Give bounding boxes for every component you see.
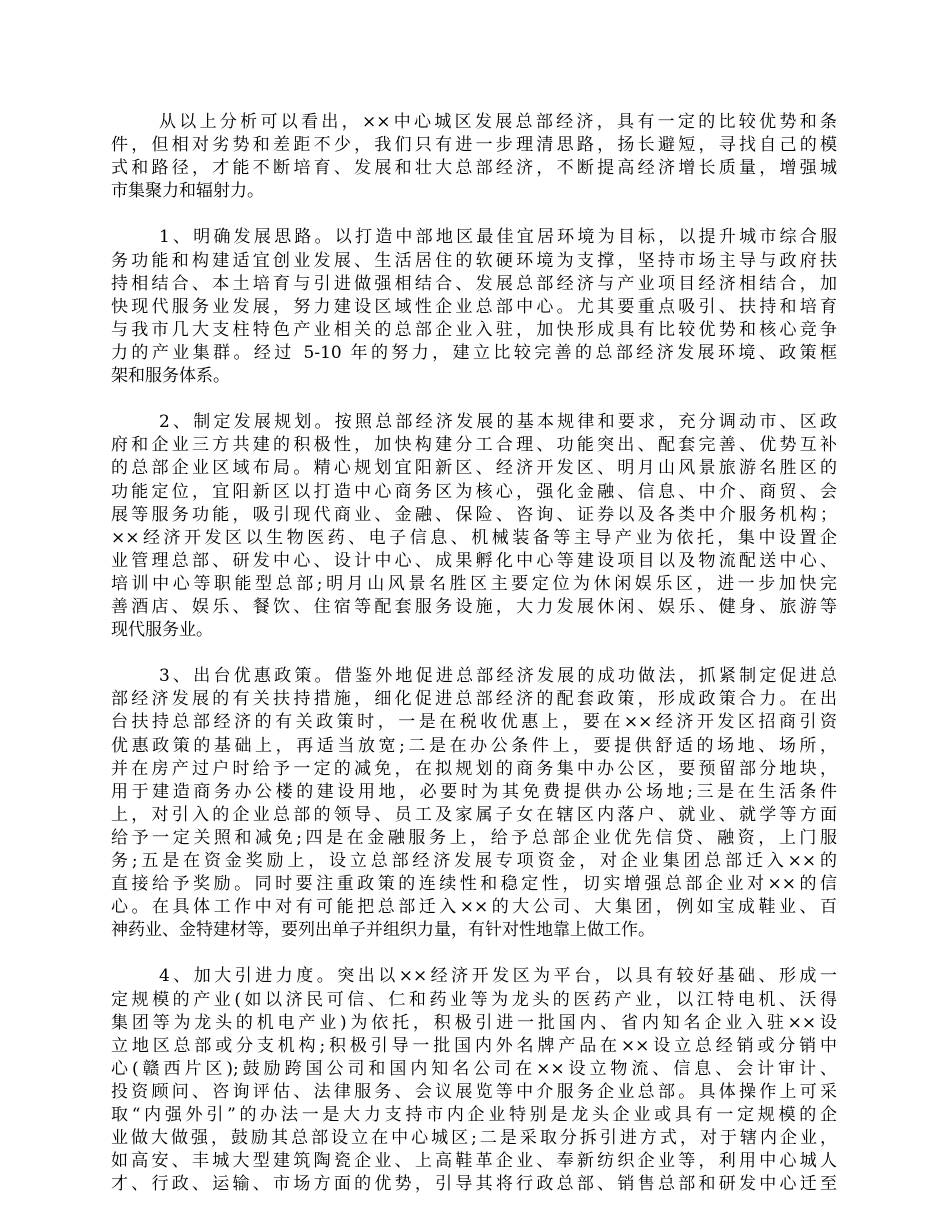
paragraph-gap [111,388,837,411]
paragraph-gap [111,942,837,965]
paragraph-attraction-efforts [111,965,837,1196]
text-line: 2、制定发展规划。按照总部经济发展的基本规律和要求，充分调动市、区政 [159,412,837,433]
text-line: 如高安、丰城大型建筑陶瓷企业、上高鞋革企业、奉新纺织企业等，利用中心城人 [111,1151,837,1172]
text-line: 善酒店、娱乐、餐饮、住宿等配套服务设施，大力发展休闲、娱乐、健身、旅游等 [111,596,837,617]
text-line: 上，对引入的企业总部的领导、员工及家属子女在辖区内落户、就业、就学等方面 [111,804,837,825]
text-line: 架和服务体系。 [111,366,230,387]
text-line: 式和路径，才能不断培育、发展和壮大总部经济，不断提高经济增长质量，增强城 [111,158,837,179]
text-line: 3、出台优惠政策。借鉴外地促进总部经济发展的成功做法，抓紧制定促进总 [159,666,837,687]
text-line: 务功能和构建适宜创业发展、生活居住的软硬环境为支撑，坚持市场主导与政府扶 [111,250,837,271]
paragraph-gap [111,642,837,665]
text-line: 并在房产过户时给予一定的减免，在拟规划的商务集中办公区，要预留部分地块， [111,758,837,779]
text-line: 心(赣西片区);鼓励跨国公司和国内知名公司在××设立物流、信息、会计审计、 [111,1058,837,1079]
text-line: 从以上分析可以看出，××中心城区发展总部经济，具有一定的比较优势和条 [159,112,837,132]
text-line: 业管理总部、研发中心、设计中心、成果孵化中心等建设项目以及物流配送中心、 [111,550,837,571]
paragraph-gap [111,203,837,226]
text-line: 展等服务功能，吸引现代商业、金融、保险、咨询、证券以及各类中介服务机构； [111,504,837,525]
text-line: 用于建造商务办公楼的建设用地，必要时为其免费提供办公场地;三是在生活条件 [111,781,837,802]
text-line: 神药业、金特建材等，要列出单子并组织力量，有针对性地靠上做工作。 [111,920,655,941]
text-line: 府和企业三方共建的积极性，加快构建分工合理、功能突出、配套完善、优势互补 [111,435,837,456]
text-line: 功能定位，宜阳新区以打造中心商务区为核心，强化金融、信息、中介、商贸、会 [111,481,837,502]
text-line: 件，但相对劣势和差距不少，我们只有进一步理清思路，扬长避短，寻找自己的模 [111,135,837,156]
text-line: 立地区总部或分支机构;积极引导一批国内外名牌产品在××设立总经销或分销中 [111,1035,837,1056]
text-line: 台扶持总部经济的有关政策时，一是在税收优惠上，要在××经济开发区招商引资 [111,712,837,733]
text-line: 培训中心等职能型总部;明月山风景名胜区主要定位为休闲娱乐区，进一步加快完 [111,573,837,594]
paragraph-development-ideas [111,226,837,388]
text-line: 直接给予奖励。同时要注重政策的连续性和稳定性，切实增强总部企业对××的信 [111,874,837,895]
text-line: 定规模的产业(如以济民可信、仁和药业等为龙头的医药产业，以江特电机、沃得 [111,989,837,1010]
document-page [111,111,837,1196]
text-line: 投资顾问、咨询评估、法律服务、会议展览等中介服务企业总部。具体操作上可采 [111,1081,837,1102]
text-line: 取“内强外引”的办法一是大力支持市内企业特别是龙头企业或具有一定规模的企 [111,1105,837,1126]
paragraph-summary [111,111,837,203]
text-line: 务;五是在资金奖励上，设立总部经济发展专项资金，对企业集团总部迁入××的 [111,851,837,871]
text-line: 业做大做强，鼓励其总部设立在中心城区;二是采取分拆引进方式，对于辖内企业， [111,1128,837,1149]
paragraph-preferential-policies [111,665,837,942]
text-line: 快现代服务业发展，努力建设区域性企业总部中心。尤其要重点吸引、扶持和培育 [111,296,837,317]
paragraph-development-plan [111,411,837,642]
text-line: 才、行政、运输、市场方面的优势，引导其将行政总部、销售总部和研发中心迁至 [111,1174,837,1195]
text-line: 持相结合、本土培育与引进做强相结合、发展总部经济与产业项目经济相结合，加 [111,273,837,294]
text-line: ××经济开发区以生物医药、电子信息、机械装备等主导产业为依托，集中设置企 [111,527,837,548]
text-line: 的总部企业区域布局。精心规划宜阳新区、经济开发区、明月山风景旅游名胜区的 [111,458,837,479]
text-line: 优惠政策的基础上，再适当放宽;二是在办公条件上，要提供舒适的场地、场所， [111,735,837,756]
text-line: 心。在具体工作中对有可能把总部迁入××的大公司、大集团，例如宝成鞋业、百 [111,897,837,918]
text-line: 集团等为龙头的机电产业)为依托，积极引进一批国内、省内知名企业入驻××设 [111,1012,837,1033]
text-line: 1、明确发展思路。以打造中部地区最佳宜居环境为目标，以提升城市综合服 [159,227,837,248]
text-line: 现代服务业。 [111,620,213,641]
text-line: 市集聚力和辐射力。 [111,181,264,202]
text-line: 4、加大引进力度。突出以××经济开发区为平台，以具有较好基础、形成一 [159,966,837,987]
text-line: 给予一定关照和减免;四是在金融服务上，给予总部企业优先信贷、融资，上门服 [111,827,837,848]
text-line: 力的产业集群。经过 5-10 年的努力，建立比较完善的总部经济发展环境、政策框 [111,342,837,363]
text-line: 与我市几大支柱特色产业相关的总部企业入驻，加快形成具有比较优势和核心竞争 [111,319,837,340]
text-line: 部经济发展的有关扶持措施，细化促进总部经济的配套政策，形成政策合力。在出 [111,689,837,710]
